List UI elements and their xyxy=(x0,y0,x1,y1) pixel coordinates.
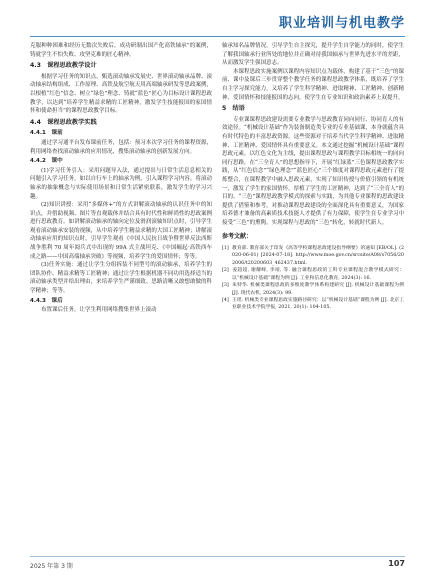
reference-item xyxy=(222,297,404,312)
reference-number: [2] xyxy=(222,268,229,274)
subsection-heading-4-4-2: 4.4.2 课中 xyxy=(30,158,63,165)
issue-label: 2025 年第 3 期 xyxy=(30,563,73,570)
page-number: 107 xyxy=(388,559,405,568)
references-list xyxy=(222,245,404,312)
paragraph: 专业课课程思政建设需要专业教学与思政教育同向同行、协同育人的有效途径。“机械设计基础”作为装备制造类专业的专业基础课，本身就蕴含具有时代特色的丰富思政资源，这些资源对于培养当代学生科学精神、进取精神、工匠精神、爱国情怀具有重要意义。本文通过挖掘“机械设计基础”课程思政元素，以红色文化为主线，提出课程思政与课程教学目标相统一的同向同行思路，在“三全育人”的思想指导下，开展“红绿蓝”三色课程思政教学实践，从“红色信念”“绿色理念”“蓝色匠心”三个维度对课程思政元素进行了提炼整合，在课程教学中融入思政元素，实现了知识传授与价值引领的有机统一，激发了学生的家国情怀，厚植了学生的工匠精神，达到了“三全育人”的目的。“三色”课程思政教学模式的探索与实践，为其他专业课程的思政建设提供了借鉴和参考，对推动课程思政建设的全面深化具有重要意义，为国家培养德才兼备的高素质技术技能人才提供了有力保障，使学生在专业学习中接受“三色”的熏陶，实现课程与思政的“三色”转化，转就时代新人。 xyxy=(222,116,404,226)
reference-number: [1] xyxy=(222,246,229,252)
right-column xyxy=(222,42,404,312)
paragraph: 轴承知名品牌情况，引导学生自主探究，提升学生自学能力的同时，使学生了解我国轴承行业所处的地位并正确对待我国轴承与世界先进水平的差距，从而激发学生强国意志。 xyxy=(222,43,404,67)
journal-header xyxy=(30,10,405,37)
references-title: 参考文献： xyxy=(222,233,253,241)
reference-text: 王瑶. 机械类专业课程思政实施路径研究：以“机械设计基础”课程为例 [J]. 北京工业职业技术学院学报, 2021, 20(1): 104-105. xyxy=(232,297,404,311)
reference-item xyxy=(222,282,404,297)
paragraph: (2)知识讲授：采用“多媒体+”的方式讲解滚动轴承的认识任务中的知识点，并借助视频、图片等直观载体并结合具有时代性和鲜尚性的思政案例进行思政教育。如讲解滚动轴承的轴向定位及滑润滚轴知识点时，引导学生观看滚动轴承安装的视频，从中培养学生精益求精的大国工匠精神；讲解滚动轴承应用的知识点时，引导学生观看《中国人民抗日战争暨世界反法西斯战争胜利 70 周年阅兵式中出现的 99A 式主战坦克、《中国崛起·高铁西车成之路——中国高端轴承突破》等视频，培养学生的爱国情怀；等等。 xyxy=(30,202,212,260)
subsection-heading-4-4-3: 4.4.3 课后 xyxy=(30,297,63,304)
paragraph: (3)任务实施：通过让学生分组拆装不同型号的滚动轴承，培养学生的团队协作、精益求精等工匠精神；通过让学生根据机器不同功用选择适当的滚动轴承类型并给出理由，来培养学生严谨细致、思路清晰又敢想敢做的科学精神；等等。 xyxy=(30,262,212,295)
paragraph: 通过学习通平台发布课前任务，包括：预习本次学习任务的课程资源，利用网络查找滚动轴承的应用情况，搜集滚动轴承的创新发展方向。 xyxy=(30,139,212,155)
reference-text: 朱特华. 机械类课程思政的多维度教学体系构建研究 [J]. 机械设计基础课程为例 [J]. 现代农机, 2024(3): 99. xyxy=(232,283,404,296)
reference-number: [4] xyxy=(222,297,229,303)
section-heading-4-4: 4.4 课程思政教学实践 xyxy=(30,118,97,126)
paragraph: 布置课后任务，让学生利用网络搜集世界上滚动 xyxy=(41,307,157,314)
subsection-heading-4-4-1: 4.4.1 课前 xyxy=(30,130,63,137)
paragraph: 本课程思政实施案例以课程内容知识点为载体，构建了基于“三色”的课前、课中及课后三步贯穿整个教学任务的课程思政教学体系，既培养了学生自主学习探究能力，又培养了学生科学精神、进取精神、工匠精神、创新精神、爱国情怀和技能报国的志向，使学生在专业知识和政治素养上双提升。 xyxy=(222,68,404,101)
section-heading-4-3: 4.3 课程思政教学设计 xyxy=(30,62,97,70)
paragraph: 根据学习任务的知识点，甄选滚动轴承发展史、世界滚动轴承品牌、滚动轴承结构组成、工作原理、高铁及航空航天用高端轴承研发等思政案例，以根植“红色”信念、树立“绿色”理念、铸就“蓝色”匠心为目标设计课程思政教学，以达到“培养学生精益求精的工匠精神，激发学生技能报国的家国情怀和使命担当”的课程思政教学目标。 xyxy=(30,73,212,115)
section-heading-5: 5 结语 xyxy=(222,105,245,113)
reference-text: 教育部. 教育部关于印发《高等学校课程思政建设指导纲要》的通知 [EB/OL]. (2020-06-01) [2024-07-18]. http://www.moe.gov.cn/srcsite/A08/s7056/202006/t20200603_462437.html. xyxy=(232,246,404,266)
page-footer xyxy=(30,556,405,571)
paragraph: (1)学习任务引入：采用问题导入法，通过提出与日常生活息息相关的问题引入学习任务。如以自行车上的轴承为例，引入课程学习内容，将滚动轴承的抽象概念与实际使用场景和日常生活紧密联系，激发学生的学习兴趣。 xyxy=(30,167,212,200)
reference-item xyxy=(222,245,404,267)
left-column xyxy=(30,42,212,315)
reference-text: 姜超超, 谢耀峰, 李靖, 等. 融合课程思政的工科专业课程混合教学模式研究：以“机械设计基础”课程为例 [J]. 工业和信息化教育, 2024(3): 16. xyxy=(232,268,404,281)
reference-item xyxy=(222,267,404,282)
journal-column-title: 职业培训与机电教学 xyxy=(278,16,405,31)
reference-number: [3] xyxy=(222,283,229,289)
paragraph: 克服种种困难和经历无数次失败后，成功研制出国产化高铁轴承”的案例，铸就学生不怕失败、攻坚克难的匠心精神。 xyxy=(30,43,212,58)
